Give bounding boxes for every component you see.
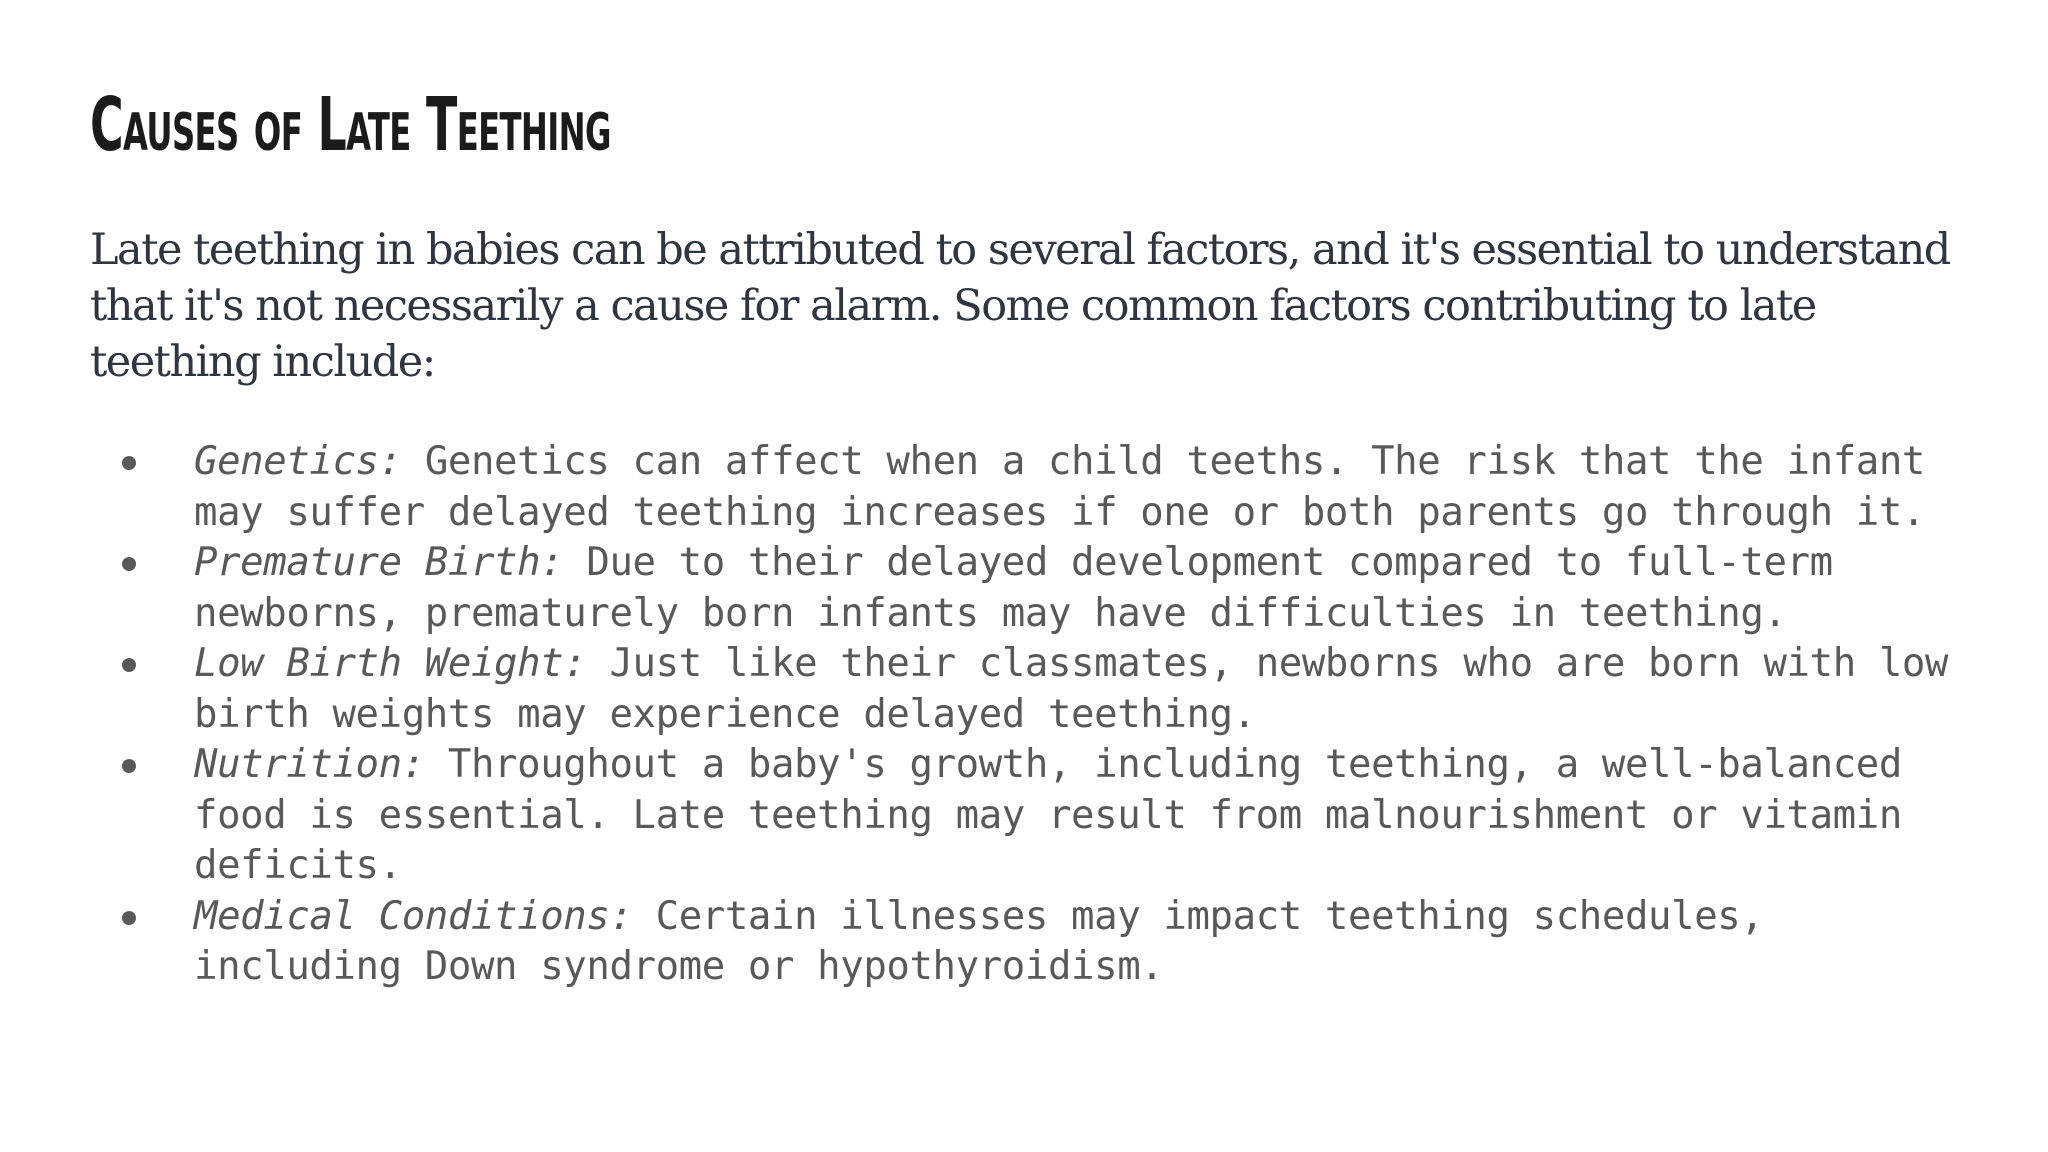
bullet-text: Certain illnesses may impact teething schedules, including Down syndrome or hypothyroidism. (194, 893, 1764, 989)
bullet-term: Low Birth Weight: (194, 641, 587, 686)
bullet-list (90, 437, 1990, 993)
bullet-item-premature-birth (90, 538, 1990, 639)
intro-paragraph: Late teething in babies can be attributed to several factors, and it's essential to understand that it's not necessarily a cause for alarm. Some common factors contributing to late teething include: (90, 225, 1950, 387)
bullet-dot-icon (122, 911, 136, 925)
bullet-item-genetics (90, 437, 1990, 538)
bullet-dot-icon (122, 456, 136, 470)
bullet-dot-icon (122, 759, 136, 773)
slide-title: Causes of Late Teething (90, 82, 611, 168)
bullet-text: Throughout a baby's growth, including teething, a well-balanced food is essential. Late teething may result from malnourishment or vitamin deficits. (194, 742, 1902, 888)
bullet-term: Medical Conditions: (194, 893, 633, 939)
bullet-dot-icon (122, 658, 136, 672)
bullet-item-nutrition (90, 740, 1990, 892)
bullet-text: Due to their delayed development compared to full-term newborns, prematurely born infants may have difficulties in teething. (194, 540, 1833, 636)
bullet-text: Just like their classmates, newborns who are born with low birth weights may experience delayed teething. (194, 641, 1949, 737)
bullet-dot-icon (122, 557, 136, 571)
bullet-term: Genetics: (194, 439, 402, 484)
bullet-item-medical-conditions (90, 892, 1990, 993)
bullet-term: Nutrition: (194, 742, 425, 787)
bullet-item-low-birth-weight (90, 639, 1990, 740)
bullet-term: Premature Birth: (194, 540, 564, 585)
bullet-text: Genetics can affect when a child teeths. The risk that the infant may suffer delayed teething increases if one or both parents go through it. (194, 439, 1926, 535)
